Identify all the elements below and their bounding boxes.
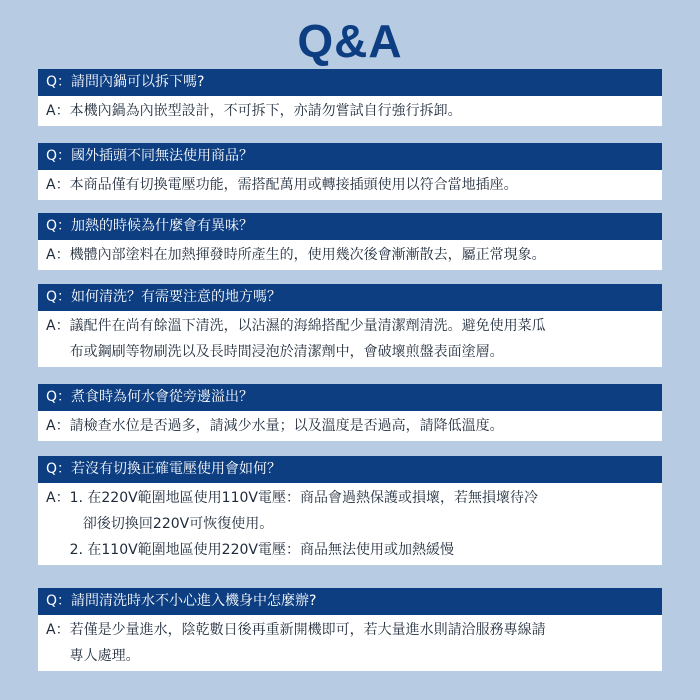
answer-line: 機體內部塗料在加熱揮發時所產生的，使用幾次後會漸漸散去，屬正常現象。 — [69, 247, 546, 263]
question-prefix: Q： — [46, 461, 72, 477]
answer-prefix: A： — [46, 318, 70, 334]
question-bar — [38, 384, 662, 411]
answer-line: 2. 在110V範圍地區使用220V電壓：商品無法使用或加熱緩慢 — [69, 542, 454, 558]
question-prefix: Q： — [46, 289, 72, 305]
answer-line: 本機內鍋為內嵌型設計，不可拆下，亦請勿嘗試自行強行拆卸。 — [69, 103, 462, 119]
qa-item — [38, 588, 662, 671]
answer-line: 專人處理。 — [69, 648, 140, 664]
question-bar — [38, 143, 662, 170]
answer-line: 卻後切換回220V可恢復使用。 — [69, 516, 274, 532]
answer-line: 布或鋼刷等物刷洗以及長時間浸泡於清潔劑中，會破壞煎盤表面塗層。 — [69, 344, 504, 360]
question-prefix: Q： — [46, 218, 72, 234]
question-text: 煮食時為何水會從旁邊溢出？ — [71, 389, 254, 405]
answer-prefix: A： — [46, 418, 70, 434]
qa-item — [38, 284, 662, 367]
question-prefix: Q： — [46, 148, 72, 164]
answer-line: 議配件在尚有餘溫下清洗，以沾濕的海綿搭配少量清潔劑清洗。避免使用菜瓜 — [69, 318, 546, 334]
answer-box — [38, 170, 662, 200]
answer-box — [38, 96, 662, 126]
qa-item — [38, 384, 662, 441]
answer-box — [38, 483, 662, 565]
answer-line: 若僅是少量進水，陰乾數日後再重新開機即可，若大量進水則請洽服務專線請 — [69, 622, 546, 638]
answer-box — [38, 311, 662, 367]
qa-item — [38, 69, 662, 126]
answer-box — [38, 615, 662, 671]
question-text: 加熱的時候為什麼會有異味？ — [71, 218, 254, 234]
question-bar — [38, 284, 662, 311]
page-title: Q&A — [297, 15, 403, 67]
question-bar — [38, 588, 662, 615]
answer-line: 請檢查水位是否過多，請減少水量；以及溫度是否過高，請降低溫度。 — [69, 418, 504, 434]
question-text: 請問內鍋可以拆下嗎? — [71, 74, 205, 90]
question-prefix: Q： — [46, 74, 72, 90]
question-text: 如何清洗？有需要注意的地方嗎？ — [71, 289, 282, 305]
answer-box — [38, 240, 662, 270]
question-bar — [38, 69, 662, 96]
question-text: 國外插頭不同無法使用商品？ — [71, 148, 254, 164]
question-prefix: Q： — [46, 389, 72, 405]
question-prefix: Q： — [46, 593, 72, 609]
question-text: 請問清洗時水不小心進入機身中怎麼辦? — [71, 593, 317, 609]
answer-prefix: A： — [46, 103, 70, 119]
answer-line: 1. 在220V範圍地區使用110V電壓：商品會過熱保護或損壞，若無損壞待冷 — [69, 490, 538, 506]
qa-item — [38, 456, 662, 565]
answer-box — [38, 411, 662, 441]
qa-item — [38, 143, 662, 200]
answer-prefix: A： — [46, 247, 70, 263]
question-bar — [38, 456, 662, 483]
answer-line: 本商品僅有切換電壓功能，需搭配萬用或轉接插頭使用以符合當地插座。 — [69, 177, 518, 193]
answer-prefix: A： — [46, 622, 70, 638]
question-bar — [38, 213, 662, 240]
answer-prefix: A： — [46, 490, 70, 506]
question-text: 若沒有切換正確電壓使用會如何？ — [71, 461, 282, 477]
answer-prefix: A： — [46, 177, 70, 193]
qa-item — [38, 213, 662, 270]
